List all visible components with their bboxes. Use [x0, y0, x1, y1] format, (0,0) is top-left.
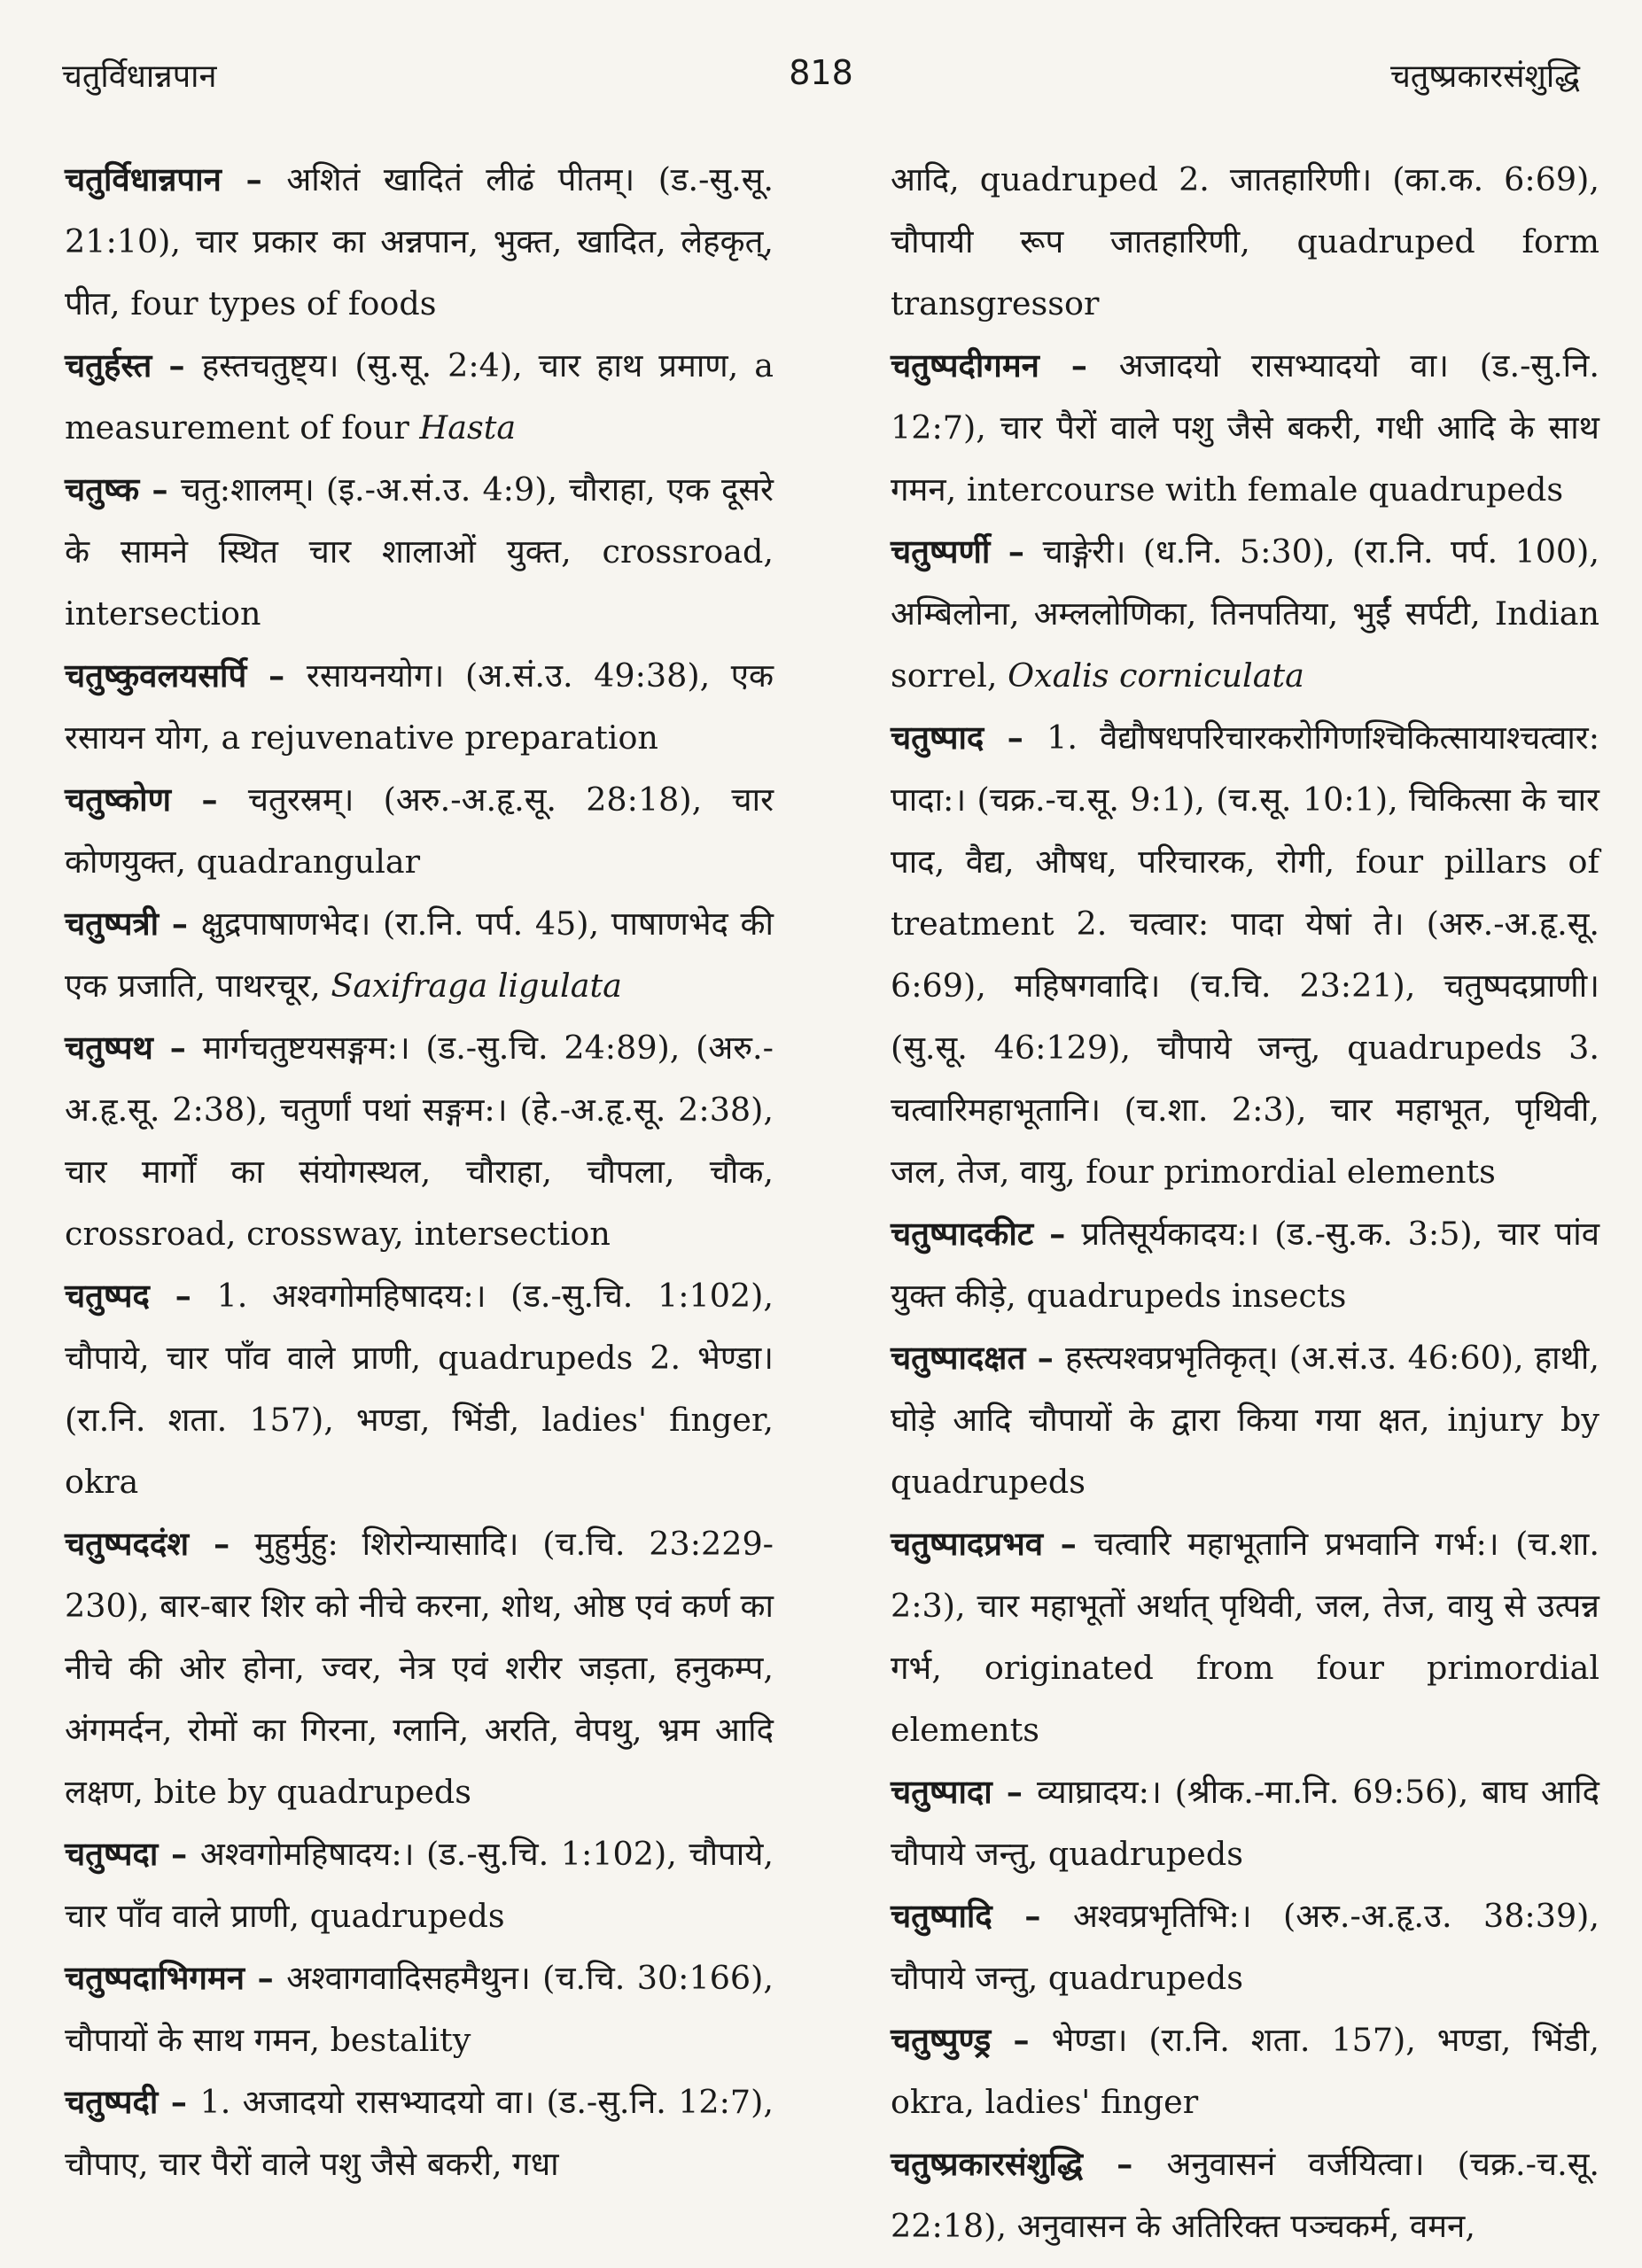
entry-dash: –	[139, 470, 181, 509]
headword: चतुष्पादकीट	[891, 1215, 1034, 1253]
definition: आदि, quadruped 2. जातहारिणी। (का.क. 6:69), चौपायी रूप जातहारिणी, quadruped form transgressor	[891, 160, 1599, 322]
headword: चतुष्प्रकारसंशुद्धि	[891, 2145, 1084, 2183]
headword: चतुष्पददंश	[65, 1525, 190, 1563]
headword: चतुष्पद	[65, 1277, 150, 1315]
entry-dash: –	[990, 532, 1043, 571]
headword: चतुष्पादा	[891, 1773, 992, 1811]
entry-dash: –	[991, 2021, 1052, 2059]
entry-dash: –	[1083, 2145, 1167, 2183]
headword: चतुष्कोण	[65, 781, 172, 819]
entry-dash: –	[992, 1773, 1037, 1811]
entry-dash: –	[245, 1959, 287, 1997]
dictionary-entry	[65, 1017, 774, 1265]
running-head-right: चतुष्प्रकारसंशुद्धि	[1389, 58, 1580, 95]
running-head-left: चतुर्विधान्नपान	[62, 58, 217, 95]
headword: चतुष्क	[65, 470, 140, 509]
definition: भेण्डा। (रा.नि. शता. 157), भण्डा, भिंडी, okra, ladies' finger	[891, 2021, 1599, 2121]
definition: हस्तचतुष्ट्य। (सु.सू. 2:4), चार हाथ प्रमाण, a measurement of four	[65, 346, 774, 447]
dictionary-entry	[65, 1823, 774, 1947]
definition: 1. वैद्यौषधपरिचारकरोगिणश्चिकित्सायाश्चत्वार: पादा:। (चक्र.-च.सू. 9:1), (च.सू. 10:1), चिकित्सा के चार पाद, वैद्य, औषध, परिचारक, रोगी, four pillars of treatment 2. चत्वार: पादा येषां ते। (अरु.-अ.हृ.सू. 6:69), महिषगवादि। (च.चि. 23:21), चतुष्पदप्राणी। (सु.सू. 46:129), चौपाये जन्तु, quadrupeds 3. चत्वारिमहाभूतानि। (च.शा. 2:3), चार महाभूत, पृथिवी, जल, तेज, वायु, four primordial elements	[891, 718, 1599, 1191]
dictionary-entry	[65, 1947, 774, 2071]
entry-dash: –	[152, 1029, 203, 1067]
right-column	[891, 149, 1599, 2257]
dictionary-entry	[891, 2009, 1599, 2133]
left-column	[65, 149, 774, 2195]
definition: अश्वागवादिसहमैथुन। (च.चि. 30:166), चौपायों के साथ गमन, bestality	[65, 1959, 774, 2059]
dictionary-entry	[65, 149, 774, 335]
entry-dash: –	[992, 1897, 1073, 1935]
entry-dash: –	[158, 2083, 200, 2121]
headword: चतुष्पादक्षत	[891, 1339, 1026, 1377]
headword: चतुष्कुवलयसर्पि	[65, 656, 247, 695]
definition: प्रतिसूर्यकादय:। (ड.-सु.क. 3:5), चार पांव युक्त कीड़े, quadrupeds insects	[891, 1215, 1599, 1315]
entry-dash: –	[984, 718, 1047, 757]
entry-dash: –	[221, 160, 287, 198]
dictionary-entry	[65, 1513, 774, 1823]
dictionary-entry	[65, 893, 774, 1017]
dictionary-entry	[65, 335, 774, 459]
dictionary-entry	[891, 521, 1599, 707]
headword: चतुष्पाद	[891, 718, 984, 757]
definition: चाङ्गेरी। (ध.नि. 5:30), (रा.नि. पर्प. 100), अम्बिलोना, अम्ललोणिका, तिनपतिया, भुईं सर्पटी, Indian sorrel,	[891, 532, 1599, 695]
headword: चतुर्हस्त	[65, 346, 152, 384]
dictionary-entry	[65, 1265, 774, 1513]
headword: चतुष्पर्णी	[891, 532, 991, 571]
dictionary-entry	[65, 645, 774, 769]
dictionary-entry	[891, 1327, 1599, 1513]
botanical-name: Saxifraga ligulata	[331, 967, 622, 1005]
dictionary-entry	[891, 1513, 1599, 1761]
dictionary-entry	[65, 2071, 774, 2195]
page-number: 818	[789, 53, 853, 92]
entry-dash: –	[149, 1277, 217, 1315]
definition: चतु:शालम्। (इ.-अ.सं.उ. 4:9), चौराहा, एक दूसरे के सामने स्थित चार शालाओं युक्त, crossroad, intersection	[65, 470, 774, 633]
entry-dash: –	[152, 346, 202, 384]
headword: चतुष्पदीगमन	[891, 346, 1039, 384]
entry-dash: –	[1043, 1525, 1094, 1563]
entry-dash: –	[1025, 1339, 1066, 1377]
entry-dash: –	[246, 656, 307, 695]
definition: अशितं खादितं लीढं पीतम्। (ड.-सु.सू. 21:10), चार प्रकार का अन्नपान, भुक्त, खादित, लेहकृत्, पीत, four types of foods	[65, 160, 774, 322]
page-header	[62, 53, 1580, 106]
headword: चतुष्पदाभिगमन	[65, 1959, 245, 1997]
headword: चतुष्पादि	[891, 1897, 992, 1935]
definition: चतुरस्रम्। (अरु.-अ.हृ.सू. 28:18), चार कोणयुक्त, quadrangular	[65, 781, 774, 881]
dictionary-entry	[891, 1761, 1599, 1885]
dictionary-entry	[65, 459, 774, 645]
dictionary-entry	[891, 149, 1599, 335]
botanical-name: Oxalis corniculata	[1008, 656, 1304, 695]
dictionary-entry	[891, 335, 1599, 521]
dictionary-entry	[65, 769, 774, 893]
entry-dash: –	[1039, 346, 1119, 384]
definition: अनुवासनं वर्जयित्वा। (चक्र.-च.सू. 22:18), अनुवासन के अतिरिक्त पञ्चकर्म, वमन,	[891, 2145, 1599, 2245]
definition: 1. अजादयो रासभ्यादयो वा। (ड.-सु.नि. 12:7), चौपाए, चार पैरों वाले पशु जैसे बकरी, गधा	[65, 2083, 774, 2183]
entry-dash: –	[1033, 1215, 1082, 1253]
headword: चतुष्पत्री	[65, 905, 160, 943]
entry-dash: –	[158, 1835, 200, 1873]
definition: क्षुद्रपाषाणभेद। (रा.नि. पर्प. 45), पाषाणभेद की एक प्रजाति, पाथरचूर,	[65, 905, 774, 1005]
headword: चतुष्पदा	[65, 1835, 159, 1873]
headword: चतुष्पथ	[65, 1029, 153, 1067]
dictionary-entry	[891, 707, 1599, 1203]
dictionary-entry	[891, 1885, 1599, 2009]
definition: अश्वगोमहिषादय:। (ड.-सु.चि. 1:102), चौपाये, चार पाँव वाले प्राणी, quadrupeds	[65, 1835, 774, 1935]
definition: रसायनयोग। (अ.सं.उ. 49:38), एक रसायन योग, a rejuvenative preparation	[65, 656, 774, 757]
headword: चतुष्पदी	[65, 2083, 159, 2121]
definition: हस्त्यश्वप्रभृतिकृत्। (अ.सं.उ. 46:60), हाथी, घोड़े आदि चौपायों के द्वारा किया गया क्षत, injury by quadrupeds	[891, 1339, 1599, 1501]
definition: चत्वारि महाभूतानि प्रभवानि गर्भ:। (च.शा. 2:3), चार महाभूतों अर्थात् पृथिवी, जल, तेज, वायु से उत्पन्न गर्भ, originated from four primordial elements	[891, 1525, 1599, 1749]
definition: 1. अश्वगोमहिषादय:। (ड.-सु.चि. 1:102), चौपाये, चार पाँव वाले प्राणी, quadrupeds 2. भेण्डा। (रा.नि. शता. 157), भण्डा, भिंडी, ladies' finger, okra	[65, 1277, 774, 1501]
dictionary-entry	[891, 2133, 1599, 2257]
entry-dash: –	[159, 905, 201, 943]
definition: व्याघ्रादय:। (श्रीक.-मा.नि. 69:56), बाघ आदि चौपाये जन्तु, quadrupeds	[891, 1773, 1599, 1873]
headword: चतुर्विधान्नपान	[65, 160, 222, 198]
dictionary-entry	[891, 1203, 1599, 1327]
definition: मुहुर्मुहु: शिरोन्यासादि। (च.चि. 23:229-230), बार-बार शिर को नीचे करना, शोथ, ओष्ठ एवं कर्ण का नीचे की ओर होना, ज्वर, नेत्र एवं शरीर जड़ता, हनुकम्प, अंगमर्दन, रोमों का गिरना, ग्लानि, अरति, वेपथु, भ्रम आदि लक्षण, bite by quadrupeds	[65, 1525, 774, 1811]
headword: चतुष्पुण्ड्र	[891, 2021, 992, 2059]
headword: चतुष्पादप्रभव	[891, 1525, 1044, 1563]
definition: अजादयो रासभ्यादयो वा। (ड.-सु.नि. 12:7), चार पैरों वाले पशु जैसे बकरी, गधी आदि के साथ गमन, intercourse with female quadrupeds	[891, 346, 1599, 509]
entry-dash: –	[171, 781, 248, 819]
entry-dash: –	[189, 1525, 255, 1563]
botanical-name: Hasta	[419, 408, 517, 447]
definition: मार्गचतुष्टयसङ्गम:। (ड.-सु.चि. 24:89), (अरु.-अ.हृ.सू. 2:38), चतुर्णां पथां सङ्गम:। (हे.-अ.हृ.सू. 2:38), चार मार्गों का संयोगस्थल, चौराहा, चौपला, चौक, crossroad, crossway, intersection	[65, 1029, 774, 1253]
definition: अश्वप्रभृतिभि:। (अरु.-अ.हृ.उ. 38:39), चौपाये जन्तु, quadrupeds	[891, 1897, 1600, 1997]
